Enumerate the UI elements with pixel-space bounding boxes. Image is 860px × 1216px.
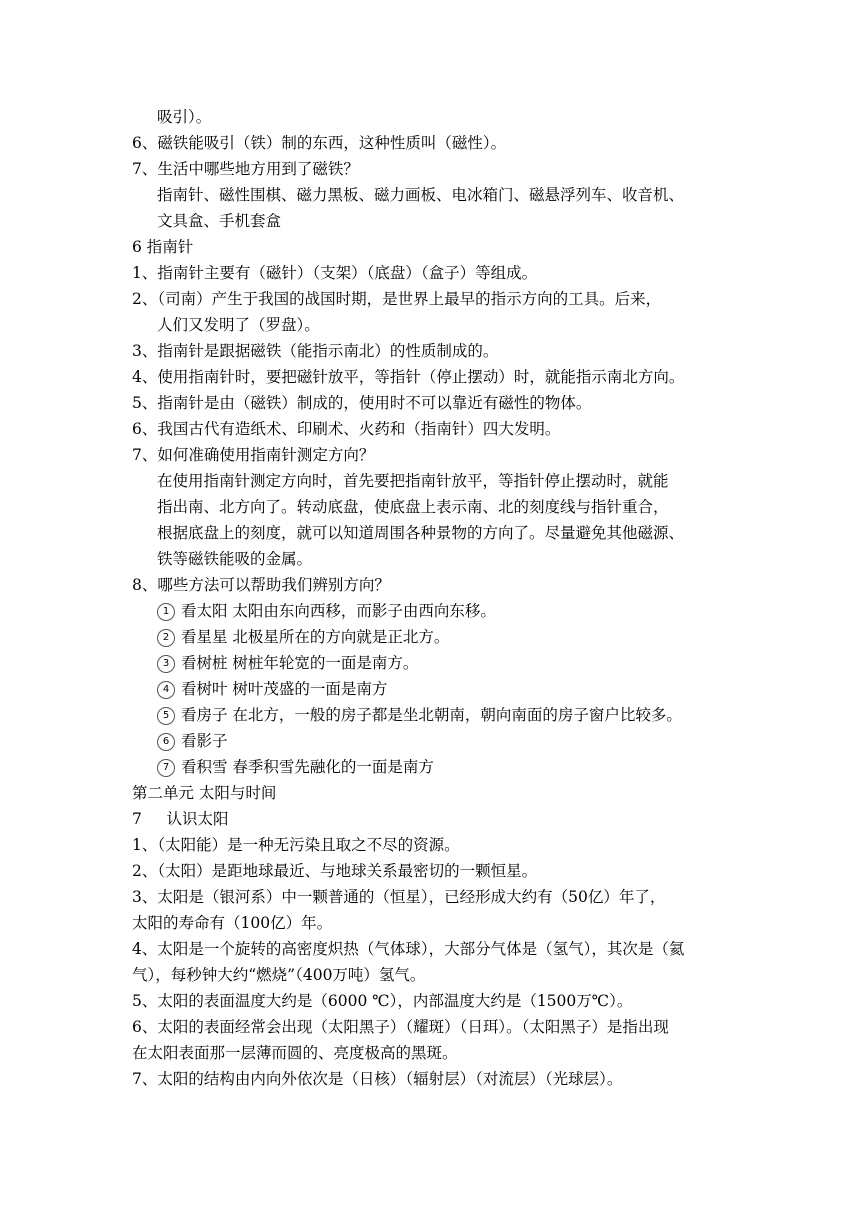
circled-number: 4 xyxy=(157,681,175,699)
method-item xyxy=(157,728,767,754)
circled-number: 7 xyxy=(157,759,175,777)
section-heading: 7 认识太阳 xyxy=(132,810,229,828)
method-item xyxy=(157,676,767,702)
circled-number: 6 xyxy=(157,733,175,751)
method-text: 看积雪 春季积雪先融化的一面是南方 xyxy=(181,758,434,776)
text-line: 5、指南针是由（磁铁）制成的，使用时不可以靠近有磁性的物体。 xyxy=(132,394,592,412)
text-line: 吸引）。 xyxy=(157,108,212,126)
text-line: 文具盒、手机套盒 xyxy=(157,212,282,230)
circled-number: 2 xyxy=(157,629,175,647)
text-line: 2、（司南）产生于我国的战国时期，是世界上最早的指示方向的工具。后来， xyxy=(132,290,662,308)
method-item xyxy=(157,702,767,728)
text-line: 6、磁铁能吸引（铁）制的东西，这种性质叫（磁性）。 xyxy=(132,134,507,152)
text-line: 气），每秒钟大约“燃烧”（400万吨）氢气。 xyxy=(132,966,426,984)
method-text: 看房子 在北方，一般的房子都是坐北朝南，朝向南面的房子窗户比较多。 xyxy=(181,706,682,724)
method-item xyxy=(157,624,767,650)
text-line: 7、如何准确使用指南针测定方向？ xyxy=(132,446,375,464)
text-line: 3、指南针是跟据磁铁（能指示南北）的性质制成的。 xyxy=(132,342,499,360)
method-item xyxy=(157,650,767,676)
text-line: 铁等磁铁能吸的金属。 xyxy=(157,550,313,568)
unit-heading: 第二单元 太阳与时间 xyxy=(132,784,277,802)
method-text: 看树叶 树叶茂盛的一面是南方 xyxy=(181,680,388,698)
section-heading: 6 指南针 xyxy=(132,238,194,256)
method-item xyxy=(157,754,767,780)
text-line: 指出南、北方向了。转动底盘，使底盘上表示南、北的刻度线与指针重合， xyxy=(157,498,669,516)
text-line: 2、（太阳）是距地球最近、与地球关系最密切的一颗恒星。 xyxy=(132,862,538,880)
text-line: 太阳的寿命有（100亿）年。 xyxy=(132,914,333,932)
text-line: 人们又发明了（罗盘）。 xyxy=(157,316,320,334)
method-text: 看影子 xyxy=(181,732,228,750)
circled-number: 1 xyxy=(157,603,175,621)
text-line: 6、太阳的表面经常会出现（太阳黑子）（耀斑）（日珥）。（太阳黑子）是指出现 xyxy=(132,1018,669,1036)
method-text: 看星星 北极星所在的方向就是正北方。 xyxy=(181,628,450,646)
text-line: 4、太阳是一个旋转的高密度炽热（气体球），大部分气体是（氢气），其次是（氦 xyxy=(132,940,685,958)
method-item xyxy=(157,598,767,624)
text-line: 5、太阳的表面温度大约是（6000 ℃），内部温度大约是（1500万℃）。 xyxy=(132,992,633,1010)
text-line: 1、（太阳能）是一种无污染且取之不尽的资源。 xyxy=(132,836,460,854)
text-line: 7、生活中哪些地方用到了磁铁？ xyxy=(132,160,359,178)
circled-number: 5 xyxy=(157,707,175,725)
text-line: 6、我国古代有造纸术、印刷术、火药和（指南针）四大发明。 xyxy=(132,420,561,438)
text-line: 在太阳表面那一层薄而圆的、亮度极高的黑斑。 xyxy=(132,1044,458,1062)
text-line: 4、使用指南针时，要把磁针放平，等指针（停止摆动）时，就能指示南北方向。 xyxy=(132,368,685,386)
text-line: 1、指南针主要有（磁针）（支架）（底盘）（盒子）等组成。 xyxy=(132,264,538,282)
text-line: 在使用指南针测定方向时，首先要把指南针放平，等指针停止摆动时，就能 xyxy=(157,472,669,490)
method-text: 看太阳 太阳由东向西移，而影子由西向东移。 xyxy=(181,602,496,620)
text-line: 指南针、磁性围棋、磁力黑板、磁力画板、电冰箱门、磁悬浮列车、收音机、 xyxy=(157,186,685,204)
text-line: 根据底盘上的刻度，就可以知道周围各种景物的方向了。尽量避免其他磁源、 xyxy=(157,524,685,542)
text-line: 7、太阳的结构由内向外依次是（日核）（辐射层）（对流层）（光球层）。 xyxy=(132,1070,623,1088)
text-line: 8、哪些方法可以帮助我们辨别方向？ xyxy=(132,576,390,594)
circled-number: 3 xyxy=(157,655,175,673)
method-text: 看树桩 树桩年轮宽的一面是南方。 xyxy=(181,654,419,672)
text-line: 3、太阳是（银河系）中一颗普通的（恒星），已经形成大约有（50亿）年了， xyxy=(132,888,666,906)
